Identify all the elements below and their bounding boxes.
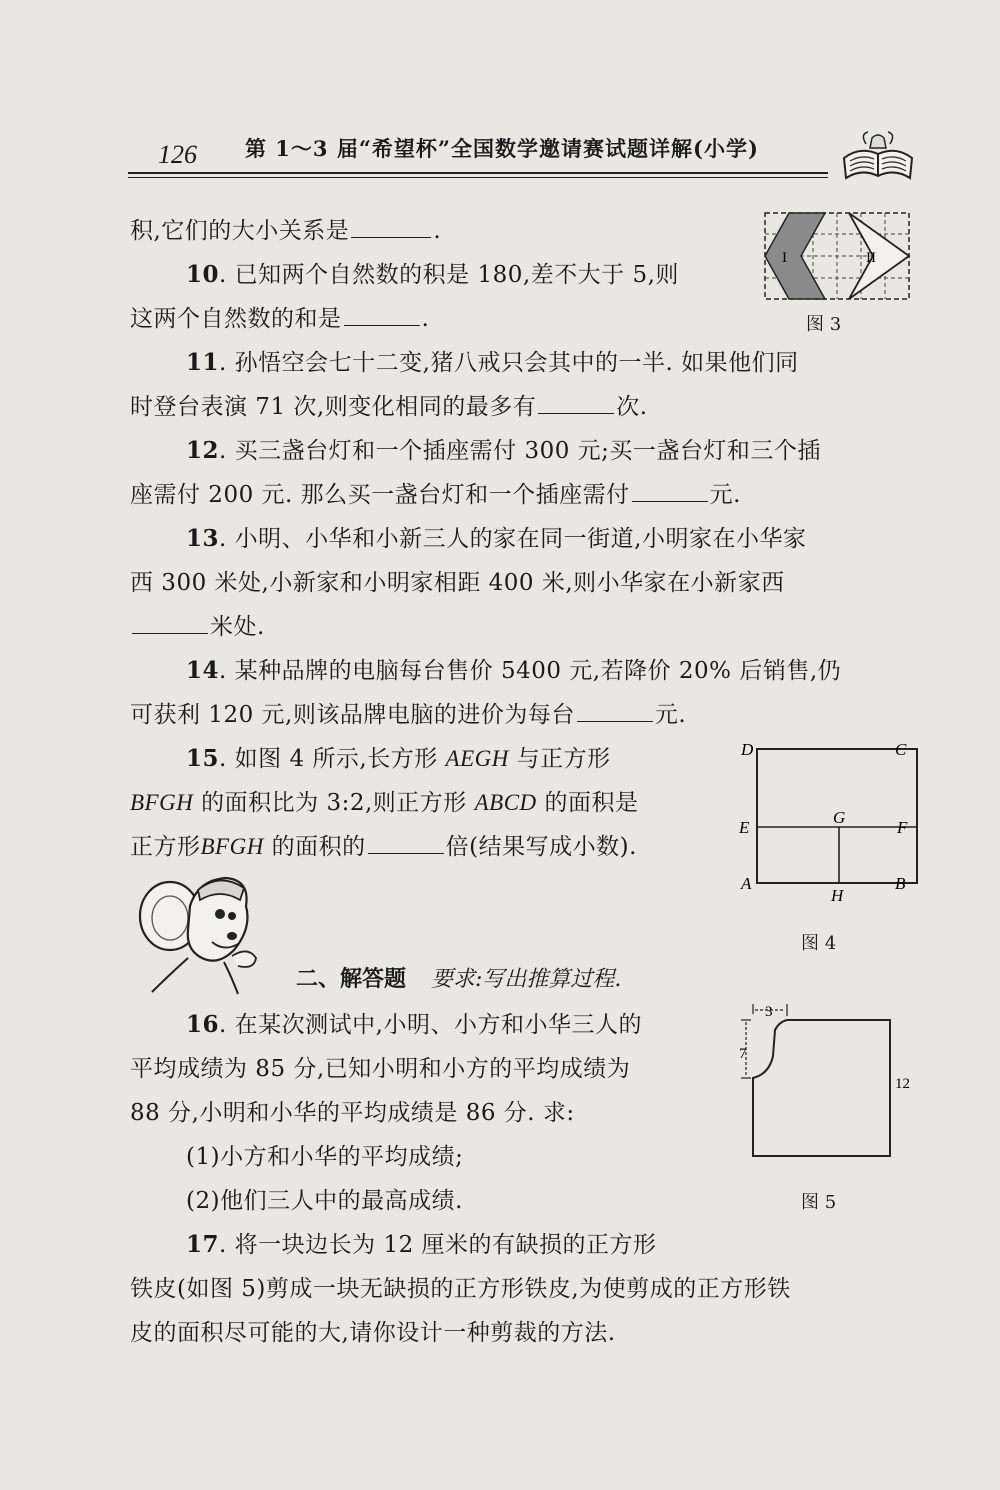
q15-line-2 xyxy=(130,784,638,817)
q13-line-3 xyxy=(130,608,265,641)
q17-line-2 xyxy=(130,1270,791,1303)
text: 平均成绩为 85 分,已知小明和小方的平均成绩为 xyxy=(130,1056,631,1082)
dim-left: 7 xyxy=(739,1046,747,1062)
question-number: 16 xyxy=(186,1011,220,1038)
text: 88 分,小明和小华的平均成绩是 86 分. 求: xyxy=(130,1100,575,1126)
section-heading xyxy=(296,962,621,993)
text: 倍(结果写成小数). xyxy=(445,834,637,860)
figure-4 xyxy=(735,735,925,960)
page-number: 126 xyxy=(158,140,197,169)
label-C: C xyxy=(895,740,907,759)
text: 这两个自然数的和是 xyxy=(130,306,342,332)
figure-5 xyxy=(735,1000,925,1215)
answer-blank xyxy=(132,615,208,634)
text: . 如图 4 所示,长方形 xyxy=(219,746,446,772)
text: 西 300 米处,小新家和小明家相距 400 米,则小华家在小新家西 xyxy=(130,570,785,596)
math-label: AEGH xyxy=(445,746,509,771)
q10-line-2 xyxy=(130,300,429,333)
text: 积,它们的大小关系是 xyxy=(130,218,350,244)
label-II: II xyxy=(866,250,876,266)
q15-line-3 xyxy=(130,828,637,861)
text: . 买三盏台灯和一个插座需付 300 元;买一盏台灯和三个插 xyxy=(219,438,821,464)
text: 座需付 200 元. 那么买一盏台灯和一个插座需付 xyxy=(130,482,630,508)
figure-3-caption: 图 3 xyxy=(806,314,842,335)
text: 的面积比为 3:2,则正方形 xyxy=(193,790,475,816)
label-H: H xyxy=(831,886,844,905)
q16-line-2 xyxy=(130,1050,630,1083)
text: 米处. xyxy=(210,614,265,640)
q17-line-1 xyxy=(186,1226,657,1259)
dim-top: 3 xyxy=(765,1004,773,1020)
text: . 孙悟空会七十二变,猪八戒只会其中的一半. 如果他们同 xyxy=(219,350,799,376)
q12-line-1 xyxy=(186,432,821,465)
text: . 小明、小华和小新三人的家在同一街道,小明家在小华家 xyxy=(219,526,807,552)
header-rule-thin xyxy=(128,177,828,178)
question-number: 13 xyxy=(186,525,220,552)
text: 元. xyxy=(654,702,687,728)
dim-right: 12 xyxy=(895,1076,910,1092)
text: . 将一块边长为 12 厘米的有缺损的正方形 xyxy=(219,1232,657,1258)
answer-blank xyxy=(344,307,420,326)
q16-line-1 xyxy=(186,1006,642,1039)
question-number: 17 xyxy=(186,1231,220,1258)
answer-blank xyxy=(577,703,653,722)
q16-line-3 xyxy=(130,1094,575,1127)
text: (2)他们三人中的最高成绩. xyxy=(186,1188,463,1214)
math-label: ABCD xyxy=(474,790,537,815)
q11-line-2 xyxy=(130,388,648,421)
text: (1)小方和小华的平均成绩; xyxy=(186,1144,464,1170)
q12-line-2 xyxy=(130,476,741,509)
question-number: 10 xyxy=(186,261,220,288)
text: . 在某次测试中,小明、小方和小华三人的 xyxy=(219,1012,642,1038)
q17-line-3 xyxy=(130,1314,616,1347)
question-number: 14 xyxy=(186,657,220,684)
math-label: BFGH xyxy=(130,790,194,815)
q16-part-1 xyxy=(186,1138,463,1171)
text: 皮的面积尽可能的大,请你设计一种剪裁的方法. xyxy=(130,1320,616,1346)
answer-blank xyxy=(632,483,708,502)
text: 可获利 120 元,则该品牌电脑的进价为每台 xyxy=(130,702,575,728)
q14-line-1 xyxy=(186,652,841,685)
label-B: B xyxy=(895,874,906,893)
text: 与正方形 xyxy=(508,746,611,772)
text: 正方形 xyxy=(130,834,201,860)
figure-3-diagram xyxy=(762,210,912,305)
text: . xyxy=(433,218,442,244)
text: 的面积的 xyxy=(263,834,366,860)
label-D: D xyxy=(741,740,754,759)
section-requirement: 要求:写出推算过程. xyxy=(431,967,622,992)
text: 时登台表演 71 次,则变化相同的最多有 xyxy=(130,394,537,420)
q9-tail xyxy=(130,212,441,245)
answer-blank xyxy=(351,219,431,238)
q11-line-1 xyxy=(186,344,799,377)
figure-5-diagram xyxy=(735,1000,925,1170)
header-rule xyxy=(128,172,828,174)
math-label: BFGH xyxy=(200,834,264,859)
q16-part-2 xyxy=(186,1182,463,1215)
text: 次. xyxy=(616,394,648,420)
figure-4-caption: 图 4 xyxy=(801,933,837,954)
figure-3 xyxy=(762,210,912,350)
text: . 已知两个自然数的积是 180,差不大于 5,则 xyxy=(219,262,679,288)
q13-line-1 xyxy=(186,520,806,553)
text: 铁皮(如图 5)剪成一块无缺损的正方形铁皮,为使剪成的正方形铁 xyxy=(130,1276,791,1302)
q14-line-2 xyxy=(130,696,686,729)
running-header-title: 第 1～3 届“希望杯”全国数学邀请赛试题详解(小学) xyxy=(245,136,759,161)
figure-5-caption: 图 5 xyxy=(801,1192,837,1213)
section-title: 二、解答题 xyxy=(296,966,407,992)
answer-blank xyxy=(368,835,444,854)
question-number: 12 xyxy=(186,437,220,464)
question-number: 15 xyxy=(186,745,220,772)
label-G: G xyxy=(833,808,846,827)
mouse-cartoon-icon xyxy=(128,866,288,996)
label-I: I xyxy=(782,250,787,266)
label-F: F xyxy=(897,818,908,837)
q13-line-2 xyxy=(130,564,785,597)
q10-line-1 xyxy=(186,256,679,289)
q15-line-1 xyxy=(186,740,611,773)
text: 元. xyxy=(709,482,741,508)
label-E: E xyxy=(739,818,750,837)
answer-blank xyxy=(538,395,614,414)
question-number: 11 xyxy=(186,349,220,376)
text: 的面积是 xyxy=(536,790,639,816)
text: . 某种品牌的电脑每台售价 5400 元,若降价 20% 后销售,仍 xyxy=(219,658,842,684)
label-A: A xyxy=(741,874,752,893)
figure-4-diagram xyxy=(735,735,925,905)
book-icon xyxy=(838,128,918,188)
text: . xyxy=(421,306,430,332)
